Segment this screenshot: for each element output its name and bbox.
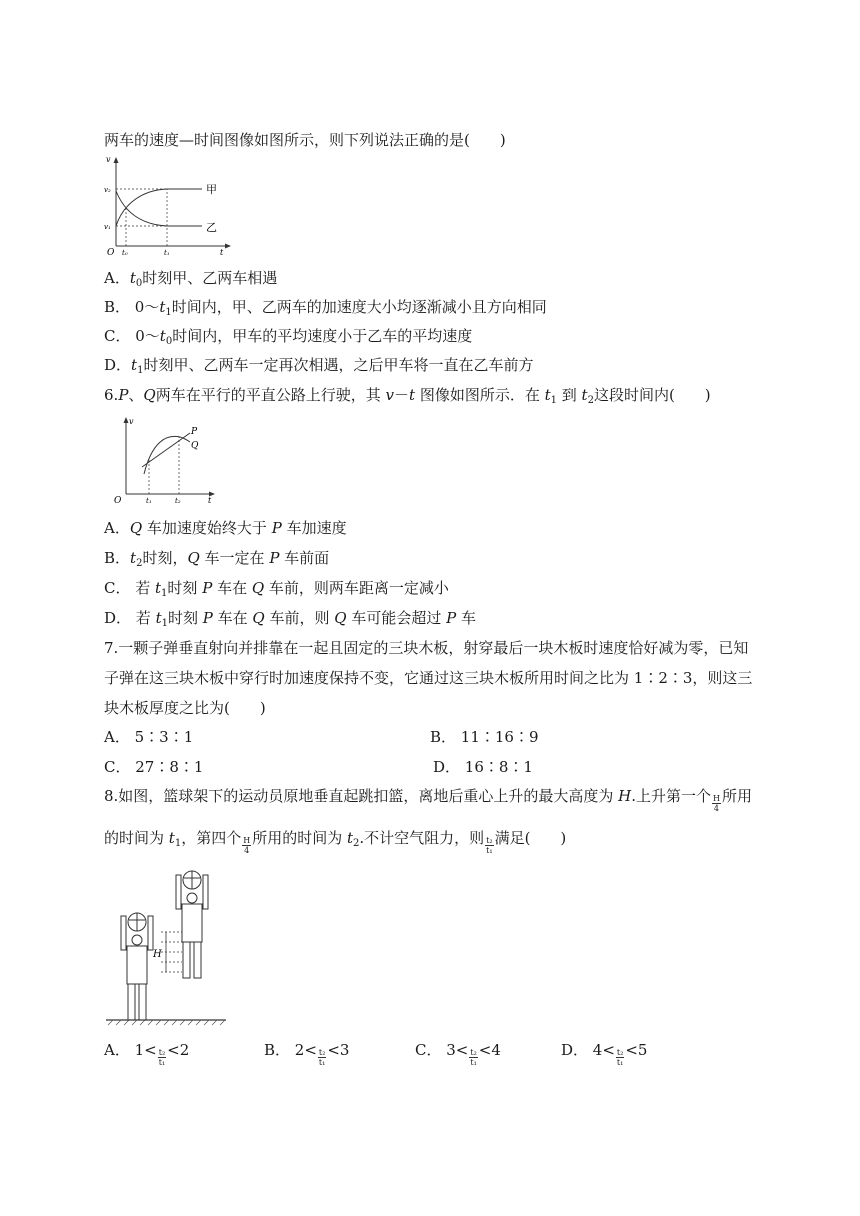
standing-player [121, 913, 153, 1020]
height-h-label: H [153, 949, 162, 960]
v1-label: v₁ [104, 223, 111, 231]
v-axis-label: v [129, 417, 134, 426]
t2-label: t₂ [175, 497, 181, 505]
q5-option-d: D．$t_1$时刻甲、乙两车一定再次相遇，之后甲车将一直在乙车前方 [104, 356, 534, 376]
fraction-h-over-4: $\frac{H}{4}$ [243, 836, 251, 855]
fraction-t2-over-t1: $\frac{\text{t₂}}{\text{t₁}}$ [318, 1048, 326, 1067]
q8-option-a: A． 1< $\frac{\text{t₂}}{\text{t₁}}$ <2 [104, 1041, 190, 1067]
q6-option-c: C． 若 $t_1$时刻 P 车在 Q 车前，则两车距离一定减小 [104, 579, 449, 599]
q6-option-a: A．Q 车加速度始终大于 P 车加速度 [104, 519, 347, 537]
q7-option-a: A． 5∶3∶1 [104, 728, 194, 746]
q7-option-c: C． 27∶8∶1 [104, 758, 204, 776]
curve-jia [116, 189, 202, 226]
curve-q [144, 436, 190, 474]
figure-vt-graph-1 [104, 154, 234, 258]
q5-option-c: C． $0\sim t_0$时间内，甲车的平均速度小于乙车的平均速度 [104, 327, 473, 347]
fraction-t2-over-t1: $\frac{\text{t₂}}{\text{t₁}}$ [616, 1048, 624, 1067]
figure-vt-graph-2 [108, 412, 220, 506]
question-5-stem: 两车的速度—时间图像如图所示，则下列说法正确的是( ) [104, 131, 506, 149]
question-7-stem-line3: 块木板厚度之比为( ) [104, 699, 266, 717]
q5-option-b: B． $0\sim t_1$时间内，甲、乙两车的加速度大小均逐渐减小且方向相同 [104, 298, 547, 318]
origin-label: O [114, 496, 122, 506]
t1-label: t₁ [146, 497, 152, 505]
question-7-stem-line1: 7.一颗子弹垂直射向并排靠在一起且固定的三块木板，射穿最后一块木板时速度恰好减为零，已知 [104, 639, 749, 657]
t-axis-label: t [208, 496, 212, 505]
question-8-stem-line2: 的时间为 $t_1$，第四个 $\frac{H}{4}$ 所用的时间为 $t_2$.不计空气阻力，则 $\frac{\text{t₂}}{\text{t₁}}$ 满足( ) [104, 829, 567, 855]
fraction-t2-over-t1: $\frac{\text{t₂}}{\text{t₁}}$ [158, 1048, 166, 1067]
t0-label: t₀ [122, 249, 128, 257]
q8-option-c: C． 3< $\frac{\text{t₂}}{\text{t₁}}$ <4 [415, 1041, 501, 1067]
fraction-t2-over-t1: $\frac{\text{t₂}}{\text{t₁}}$ [486, 836, 493, 855]
v2-label: v₂ [104, 186, 111, 194]
t-axis-label: t [220, 248, 224, 257]
t1-label: t₁ [164, 249, 170, 257]
figure-basketball-jump [104, 868, 228, 1028]
question-7-stem-line2: 子弹在这三块木板中穿行时加速度保持不变，它通过这三块木板所用时间之比为 1∶2∶3，则这三 [104, 669, 753, 687]
p-label: P [191, 427, 198, 437]
q-label: Q [191, 441, 199, 451]
fraction-t2-over-t1: $\frac{\text{t₂}}{\text{t₁}}$ [470, 1048, 477, 1067]
origin-label: O [107, 248, 115, 258]
v-axis-label: v [106, 155, 111, 164]
q7-option-b: B． 11∶16∶9 [430, 728, 539, 746]
curve-yi [116, 191, 202, 226]
curve-yi-label: 乙 [206, 221, 217, 234]
fraction-h-over-4: $\frac{H}{4}$ [712, 794, 720, 813]
jumping-player [176, 871, 208, 978]
q5-option-a: A．$t_0$时刻甲、乙两车相遇 [104, 269, 278, 289]
question-6-stem: 6.P、Q两车在平行的平直公路上行驶，其 v－t 图像如图所示．在 $t_1$ 到 $t_2$这段时间内( ) [104, 386, 711, 406]
q6-option-d: D． 若 $t_1$时刻 P 车在 Q 车前，则 Q 车可能会超过 P 车 [104, 609, 476, 629]
question-8-stem-line1: 8.如图，篮球架下的运动员原地垂直起跳扣篮，离地后重心上升的最大高度为 H.上升第一个 $\frac{H}{4}$ 所用 [104, 787, 752, 813]
q8-option-d: D． 4< $\frac{\text{t₂}}{\text{t₁}}$ <5 [561, 1041, 648, 1067]
q8-option-b: B． 2< $\frac{\text{t₂}}{\text{t₁}}$ <3 [264, 1041, 350, 1067]
curve-jia-label: 甲 [206, 183, 217, 196]
q7-option-d: D． 16∶8∶1 [433, 758, 533, 776]
q6-option-b: B．$t_2$时刻，Q 车一定在 P 车前面 [104, 549, 330, 569]
